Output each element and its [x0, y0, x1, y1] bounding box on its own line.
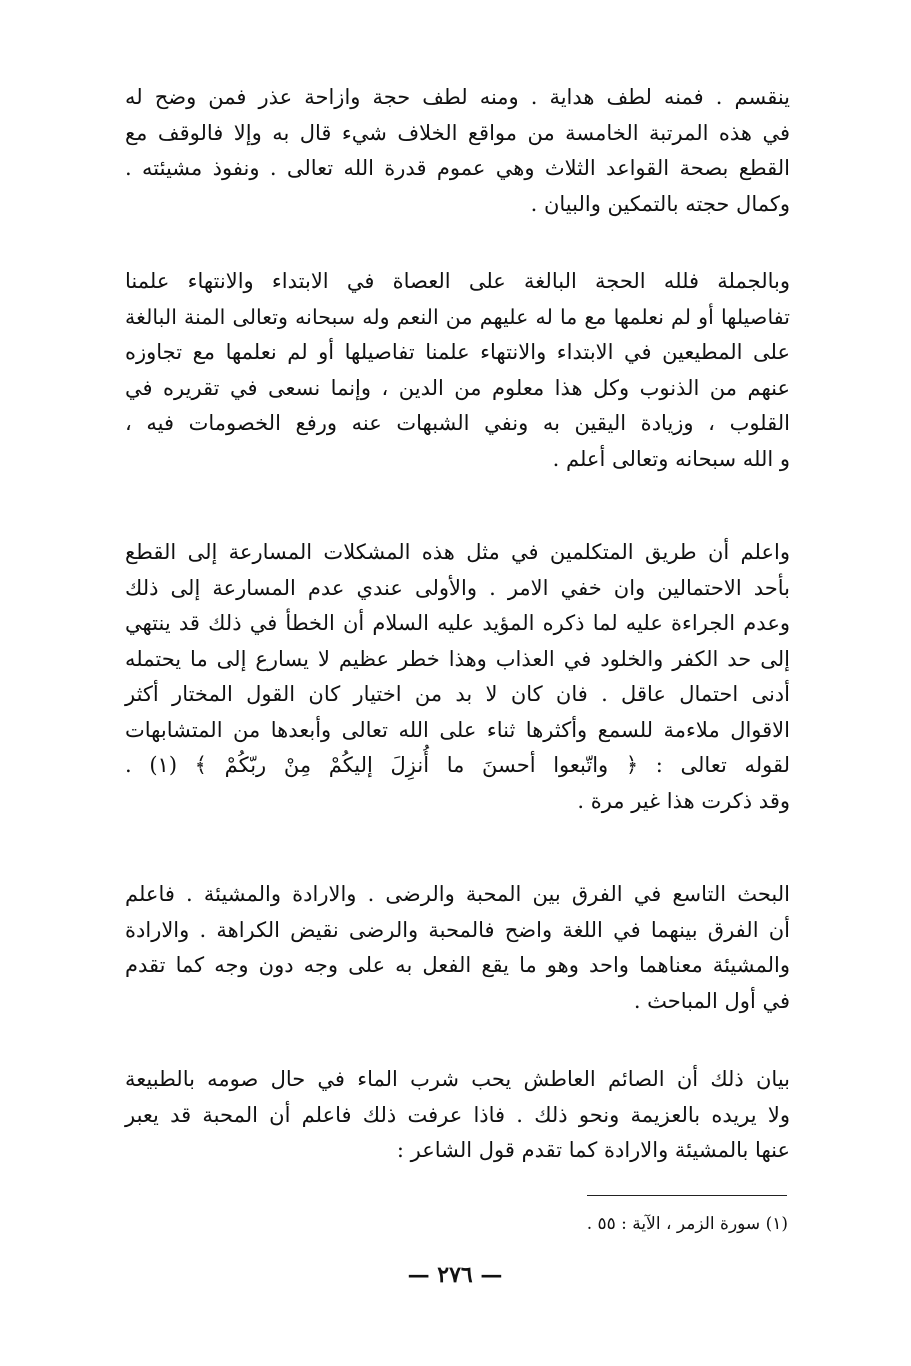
- quran-quote-line: لقوله تعالى : ﴿ واتّبعوا أحسنَ ما أُنزِلَ إليكُمْ مِنْ ربّكُمْ ﴾ (١) .: [125, 753, 790, 777]
- text-line: وبالجملة فلله الحجة البالغة على العصاة في الابتداء والانتهاء علمنا: [125, 269, 790, 293]
- paragraph-1: [125, 80, 790, 222]
- text-line: ولا يريده بالعزيمة ونحو ذلك . فاذا عرفت ذلك فاعلم أن المحبة قد يعبر: [125, 1102, 790, 1127]
- text-line: والمشيئة معناهما واحد وهو ما يقع الفعل به على وجه دون وجه كما تقدم: [125, 953, 790, 977]
- text-line: تفاصيلها أو لم نعلمها مع ما له عليهم من النعم وله سبحانه وتعالى المنة البالغة: [125, 304, 790, 329]
- text-line: بأحد الاحتمالين وان خفي الامر . والأولى عندي عدم المسارعة إلى ذلك: [125, 575, 790, 600]
- paragraph-2: [125, 264, 790, 477]
- text-line: واعلم أن طريق المتكلمين في مثل هذه المشكلات المسارعة إلى القطع: [125, 540, 790, 564]
- text-line: وكمال حجته بالتمكين والبيان .: [530, 191, 790, 216]
- text-line: وقد ذكرت هذا غير مرة .: [577, 788, 790, 813]
- text-line: القطع بصحة القواعد الثلاث وهي عموم قدرة الله تعالى . ونفوذ مشيئته .: [125, 156, 790, 180]
- footnote: (١) سورة الزمر ، الآية : ٥٥ .: [586, 1214, 788, 1234]
- footnote-divider: [587, 1195, 787, 1196]
- paragraph-5: [125, 1062, 790, 1169]
- text-line: عنهم من الذنوب وكل هذا معلوم من الدين ، وإنما نسعى في تقريره في: [125, 375, 790, 400]
- text-line: بيان ذلك أن الصائم العاطش يحب شرب الماء في حال صومه بالطبيعة: [125, 1067, 790, 1091]
- section-heading-line: البحث التاسع في الفرق بين المحبة والرضى . والارادة والمشيئة . فاعلم: [125, 882, 790, 906]
- text-line: القلوب ، وزيادة اليقين به ونفي الشبهات عنه ورفع الخصومات فيه ،: [125, 411, 790, 435]
- text-line: وعدم الجراءة عليه لما ذكره المؤيد عليه السلام أن الخطأ في ذلك قد ينتهي: [125, 611, 790, 635]
- paragraph-3: [125, 535, 790, 819]
- text-line: أن الفرق بينهما في اللغة واضح فالمحبة والرضى نقيض الكراهة . والارادة: [125, 917, 790, 942]
- text-line: و الله سبحانه وتعالى أعلم .: [552, 446, 790, 471]
- text-line: على المطيعين في الابتداء والانتهاء علمنا تفاصيلها أو لم نعلمها مع تجاوزه: [125, 340, 790, 364]
- page-number: — ٢٧٦ —: [407, 1262, 503, 1288]
- text-line: ينقسم . فمنه لطف هداية . ومنه لطف حجة وازاحة عذر فمن وضح له: [125, 85, 790, 109]
- text-line: أدنى احتمال عاقل . فان كان لا بد من اختيار كان القول المختار أكثر: [125, 682, 790, 706]
- text-line: في هذه المرتبة الخامسة من مواقع الخلاف شيء قال به وإلا فالوقف مع: [125, 120, 790, 145]
- text-line: في أول المباحث .: [633, 988, 790, 1013]
- text-line: عنها بالمشيئة والارادة كما تقدم قول الشاعر :: [396, 1138, 790, 1162]
- text-line: إلى حد الكفر والخلود في العذاب وهذا خطر عظيم لا يسارع إلى ما يحتمله: [125, 646, 790, 671]
- paragraph-4: [125, 877, 790, 1019]
- text-line: الاقوال ملاءمة للسمع وأكثرها ثناء على الله تعالى وأبعدها من المتشابهات: [125, 717, 790, 742]
